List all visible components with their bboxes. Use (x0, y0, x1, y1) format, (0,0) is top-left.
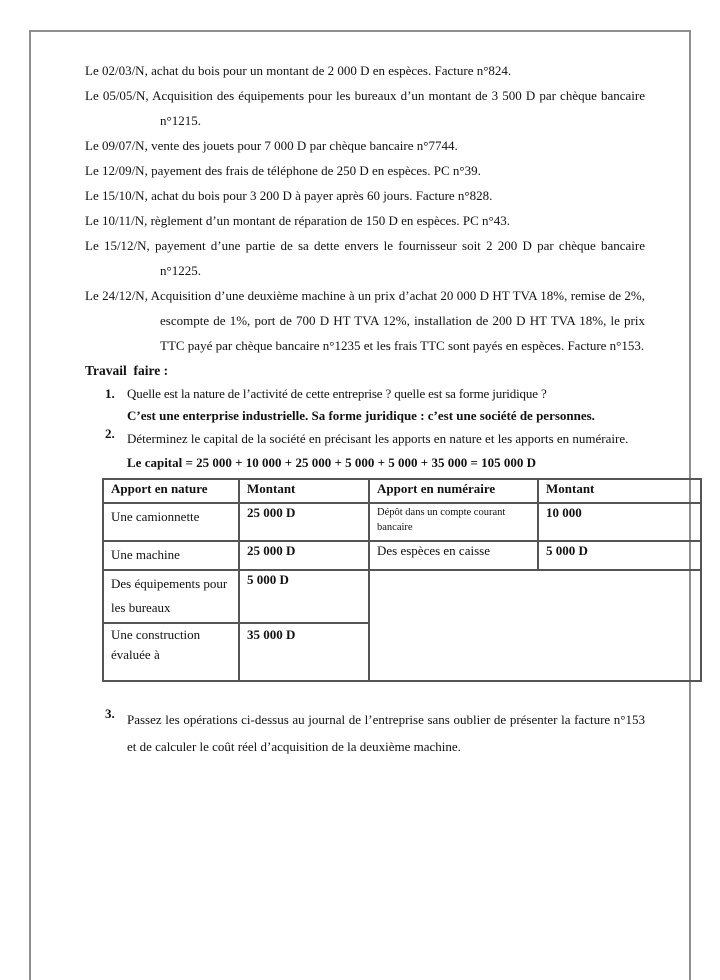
cell-nature-amount: 25 000 D (239, 503, 369, 541)
question-2-text: Déterminez le capital de la société en précisant les apports en nature et les apports en numéraire. (127, 431, 629, 446)
operation-paragraph: Le 24/12/N, Acquisition d’une deuxième machine à un prix d’achat 20 000 D HT TVA 18%, remise de 2%, escompte de 1%, port de 700 D HT TVA 12%, installation de 200 D HT TVA 18%, le prix TTC payé par chèque bancaire n°1235 et les frais TTC sont payés en espèces. Facture n°153. (85, 288, 645, 353)
cell-nature-amount: 35 000 D (239, 623, 369, 681)
operation-paragraph: Le 15/10/N, achat du bois pour 3 200 D à payer après 60 jours. Facture n°828. (85, 188, 493, 203)
capital-formula: Le capital = 25 000 + 10 000 + 25 000 + 5 000 + 5 000 + 35 000 = 105 000 D (127, 455, 536, 470)
operation-paragraph: Le 10/11/N, règlement d’un montant de réparation de 150 D en espèces. PC n°43. (85, 213, 510, 228)
question-1-number: 1. (105, 386, 115, 401)
cell-nature-label: Des équipements pour les bureaux (103, 570, 239, 623)
operation-paragraph: Le 12/09/N, payement des frais de téléphone de 250 D en espèces. PC n°39. (85, 163, 481, 178)
table-row (103, 541, 701, 570)
question-3 (85, 706, 645, 760)
cell-numeraire-amount: 10 000 (538, 503, 701, 541)
operation-paragraph: Le 09/07/N, vente des jouets pour 7 000 D par chèque bancaire n°7744. (85, 138, 458, 153)
cell-numeraire-label: Dépôt dans un compte courant bancaire (369, 503, 538, 541)
question-1-answer: C’est une enterprise industrielle. Sa forme juridique : c’est une société de personnes. (127, 408, 595, 423)
cell-empty-merged (369, 570, 701, 681)
work-heading: Travail faire : (85, 363, 169, 378)
question-2 (85, 426, 645, 452)
cell-nature-amount: 25 000 D (239, 541, 369, 570)
header-apport-nature: Apport en nature (103, 479, 239, 503)
question-3-text: Passez les opérations ci-dessus au journal de l’entreprise sans oublier de présenter la facture n°153 et de calculer le coût réel d’acquisition de la deuxième machine. (127, 712, 645, 754)
question-2-number: 2. (105, 426, 115, 441)
cell-nature-label: Une machine (103, 541, 239, 570)
cell-nature-label: Une construction évaluée à (103, 623, 239, 681)
operation-paragraph: Le 05/05/N, Acquisition des équipements pour les bureaux d’un montant de 3 500 D par chèque bancaire n°1215. (85, 88, 645, 128)
table-row (103, 503, 701, 541)
header-apport-numeraire: Apport en numéraire (369, 479, 538, 503)
cell-nature-label: Une camionnette (103, 503, 239, 541)
cell-numeraire-amount: 5 000 D (538, 541, 701, 570)
header-montant-nature: Montant (239, 479, 369, 503)
apports-table (102, 478, 702, 682)
table-header-row (103, 479, 701, 503)
cell-nature-amount: 5 000 D (239, 570, 369, 623)
question-1 (85, 382, 645, 406)
header-montant-numeraire: Montant (538, 479, 701, 503)
question-3-number: 3. (105, 706, 115, 721)
operation-paragraph: Le 15/12/N, payement d’une partie de sa dette envers le fournisseur soit 2 200 D par chèque bancaire n°1225. (85, 238, 645, 278)
table-row (103, 570, 701, 623)
operation-paragraph: Le 02/03/N, achat du bois pour un montant de 2 000 D en espèces. Facture n°824. (85, 63, 512, 78)
cell-numeraire-label: Des espèces en caisse (369, 541, 538, 570)
operations-list (85, 0, 645, 358)
question-1-text: Quelle est la nature de l’activité de cette entreprise ? quelle est sa forme juridique ? (127, 386, 547, 401)
page-content (85, 0, 645, 760)
